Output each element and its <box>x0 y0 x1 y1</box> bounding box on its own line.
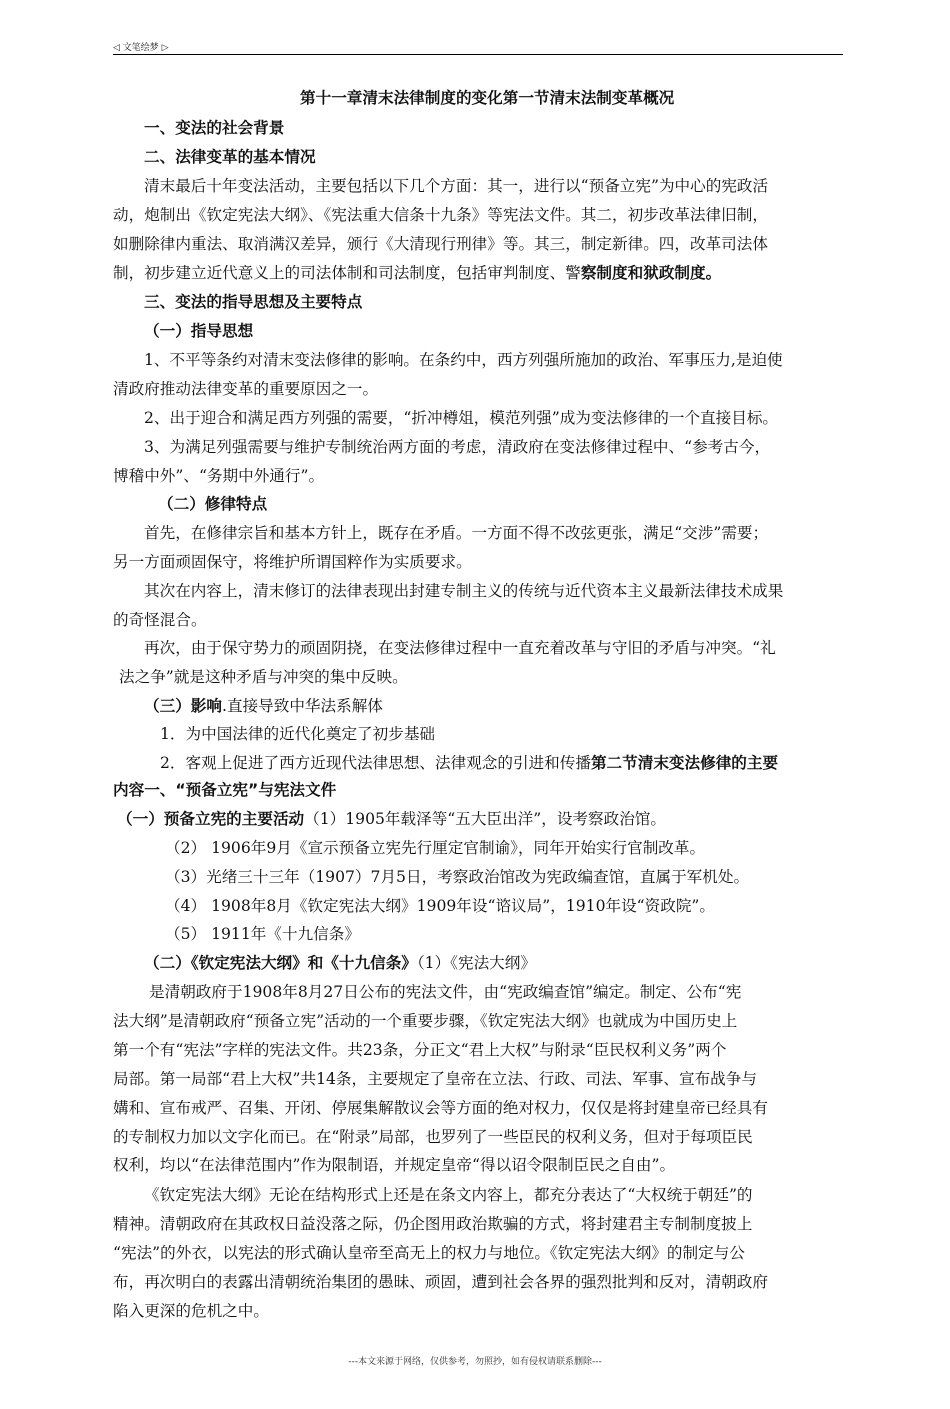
paragraph-line <box>113 234 768 254</box>
paragraph-line <box>113 610 207 630</box>
list-item <box>165 924 360 944</box>
paragraph-line <box>113 1301 269 1321</box>
list-item <box>165 838 705 858</box>
text-run: 精神。清朝政府在其政权日益没落之际，仍企图用政治欺骗的方式，将封建君主专制制度披上 <box>113 1215 753 1233</box>
list-item <box>165 867 749 887</box>
text-run: 清末最后十年变法活动，主要包括以下几个方面：其一，进行以“预备立宪”为中心的宪政活 <box>144 177 769 195</box>
subsection-heading <box>158 494 267 514</box>
text-run: 第一个有“宪法”字样的宪法文件。共23条，分正文“君上大权”与附录“臣民权利义务”两个 <box>113 1041 727 1059</box>
text-run: 布，再次明白的表露出清朝统治集团的愚昧、顽固，遭到社会各界的强烈批判和反对，清朝政府 <box>113 1273 768 1291</box>
text-run: （3）光绪三十三年（1907）7月5日，考察政治馆改为宪政编查馆，直属于军机处。 <box>165 868 750 886</box>
section-heading <box>144 147 316 167</box>
paragraph-line <box>144 581 783 601</box>
paragraph-line <box>113 1127 753 1147</box>
text-run: 是清朝政府于1908年8月27日公布的宪法文件，由“宪政编查馆”编定。制定、公布“宪 <box>149 983 742 1001</box>
paragraph-line <box>113 1155 675 1175</box>
paragraph-line <box>113 263 721 283</box>
list-item <box>160 724 435 744</box>
text-run: （1）《宪法大纲》 <box>416 954 536 972</box>
paragraph-line <box>113 1272 768 1292</box>
text-run: （一）指导思想 <box>144 322 254 340</box>
subsection-heading <box>144 321 253 341</box>
text-run: 动，炮制出《钦定宪法大纲》、《宪法重大信条十九条》等宪法文件。其二，初步改革法律旧制， <box>113 206 768 224</box>
document-footer: ---本文来源于网络，仅供参考，勿照抄，如有侵权请联系删除--- <box>348 1357 602 1367</box>
text-run: （5） 1911年《十九信条》 <box>165 925 360 943</box>
text-run: 首先，在修律宗旨和基本方针上，既存在矛盾。一方面不得不改弦更张，满足“交涉”需要； <box>144 524 769 542</box>
paragraph-line <box>117 809 666 829</box>
text-run: 另一方面顽固保守，将维护所谓国粹作为实质要求。 <box>113 553 472 571</box>
paragraph-line <box>113 552 472 572</box>
text-run: 三、变法的指导思想及主要特点 <box>144 293 363 311</box>
paragraph-line <box>113 466 324 486</box>
text-run: .直接导致中华法系解体 <box>221 697 383 715</box>
text-run: 陷入更深的危机之中。 <box>113 1302 269 1320</box>
text-run: 媾和、宣布戒严、召集、开闭、停展集解散议会等方面的绝对权力，仅仅是将封建皇帝已经具有 <box>113 1099 768 1117</box>
text-run: 权利，均以“在法律范围内”作为限制语，并规定皇帝“得以诏令限制臣民之自由”。 <box>113 1156 676 1174</box>
subsection-heading <box>144 696 383 716</box>
paragraph-line <box>144 1185 753 1205</box>
text-run: 法大纲”是清朝政府“预备立宪”活动的一个重要步骤，《钦定宪法大纲》也就成为中国历史上 <box>113 1012 738 1030</box>
text-run: 察制度和狱政制度。 <box>580 264 722 282</box>
text-run: 2、出于迎合和满足西方列强的需要，“折冲樽俎，模范列强”成为变法修律的一个直接目标。 <box>144 409 779 427</box>
text-run: 第二节清末变法修律的主要 <box>590 754 779 772</box>
paragraph-line <box>144 176 768 196</box>
text-run: 如删除律内重法、取消满汉差异，颁行《大清现行刑律》等。其三，制定新律。四，改革司法体 <box>113 235 768 253</box>
text-run: 再次，由于保守势力的顽固阴挠，在变法修律过程中一直充着改革与守旧的矛盾与冲突。“礼 <box>144 639 776 657</box>
paragraph-line <box>113 1011 737 1031</box>
text-run: （二）《钦定宪法大纲》和《十九信条》 <box>144 954 417 972</box>
text-run: 内容一、“预备立宪”与宪法文件 <box>113 781 337 799</box>
paragraph-line <box>119 667 408 687</box>
text-run: （4） 1908年8月《钦定宪法大纲》1909年设“谘议局”，1910年设“资政院”。 <box>165 897 715 915</box>
subsection-heading <box>144 953 536 973</box>
section-heading <box>113 780 336 800</box>
text-run: 清政府推动法律变革的重要原因之一。 <box>113 380 379 398</box>
paragraph-line <box>149 982 741 1002</box>
paragraph-line <box>144 523 768 543</box>
text-run: 制，初步建立近代意义上的司法体制和司法制度，包括审判制度、警 <box>113 264 581 282</box>
document-header: ◁ 文笔绘梦 ▷ <box>113 43 169 53</box>
text-run: （1）1905年载泽等“五大臣出洋”，设考察政治馆。 <box>304 810 666 828</box>
paragraph-line <box>113 1040 726 1060</box>
text-run: 博稽中外”、“务期中外通行”。 <box>113 467 325 485</box>
chapter-title <box>300 88 674 108</box>
text-run: 的奇怪混合。 <box>113 611 207 629</box>
paragraph-line <box>144 638 776 658</box>
paragraph-line <box>113 1069 757 1089</box>
list-item <box>160 753 778 773</box>
text-run: “宪法”的外衣，以宪法的形式确认皇帝至高无上的权力与地位。《钦定宪法大纲》的制定与公 <box>113 1244 745 1262</box>
text-run: （2） 1906年9月《宣示预备立宪先行厘定官制谕》，同年开始实行官制改革。 <box>165 839 706 857</box>
section-heading <box>144 118 284 138</box>
text-run: 局部。第一局部“君上大权”共14条，主要规定了皇帝在立法、行政、司法、军事、宣布战争与 <box>113 1070 757 1088</box>
text-run: 1、不平等条约对清末变法修律的影响。在条约中，西方列强所施加的政治、军事压力,是迫使 <box>144 351 783 369</box>
text-run: 二、法律变革的基本情况 <box>144 148 316 166</box>
text-run: 1．为中国法律的近代化奠定了初步基础 <box>160 725 436 743</box>
header-rule <box>113 54 843 55</box>
text-run: 法之争”就是这种矛盾与冲突的集中反映。 <box>119 668 408 686</box>
text-run: 一、变法的社会背景 <box>144 119 285 137</box>
paragraph-line <box>113 379 378 399</box>
paragraph-line <box>144 408 778 428</box>
list-item <box>165 896 715 916</box>
section-heading <box>144 292 362 312</box>
paragraph-line <box>113 1098 768 1118</box>
paragraph-line <box>113 1243 745 1263</box>
text-run: 3、为满足列强需要与维护专制统治两方面的考虑，清政府在变法修律过程中、“参考古今， <box>144 438 771 456</box>
paragraph-line <box>113 205 768 225</box>
paragraph-line <box>144 350 783 370</box>
text-run: 第十一章清末法律制度的变化第一节清末法制变革概况 <box>300 89 675 107</box>
text-run: （二）修律特点 <box>158 495 268 513</box>
text-run: 《钦定宪法大纲》无论在结构形式上还是在条文内容上，都充分表达了“大权统于朝廷”的 <box>144 1186 753 1204</box>
paragraph-line <box>113 1214 752 1234</box>
paragraph-line <box>144 437 770 457</box>
text-run: （一）预备立宪的主要活动 <box>117 810 305 828</box>
text-run: 的专制权力加以文字化而已。在“附录”局部，也罗列了一些臣民的权利义务，但对于每项臣民 <box>113 1128 753 1146</box>
text-run: （三）影响 <box>144 697 222 715</box>
text-run: 2．客观上促进了西方近现代法律思想、法律观念的引进和传播 <box>160 754 591 772</box>
text-run: 其次在内容上，清末修订的法律表现出封建专制主义的传统与近代资本主义最新法律技术成果 <box>144 582 784 600</box>
